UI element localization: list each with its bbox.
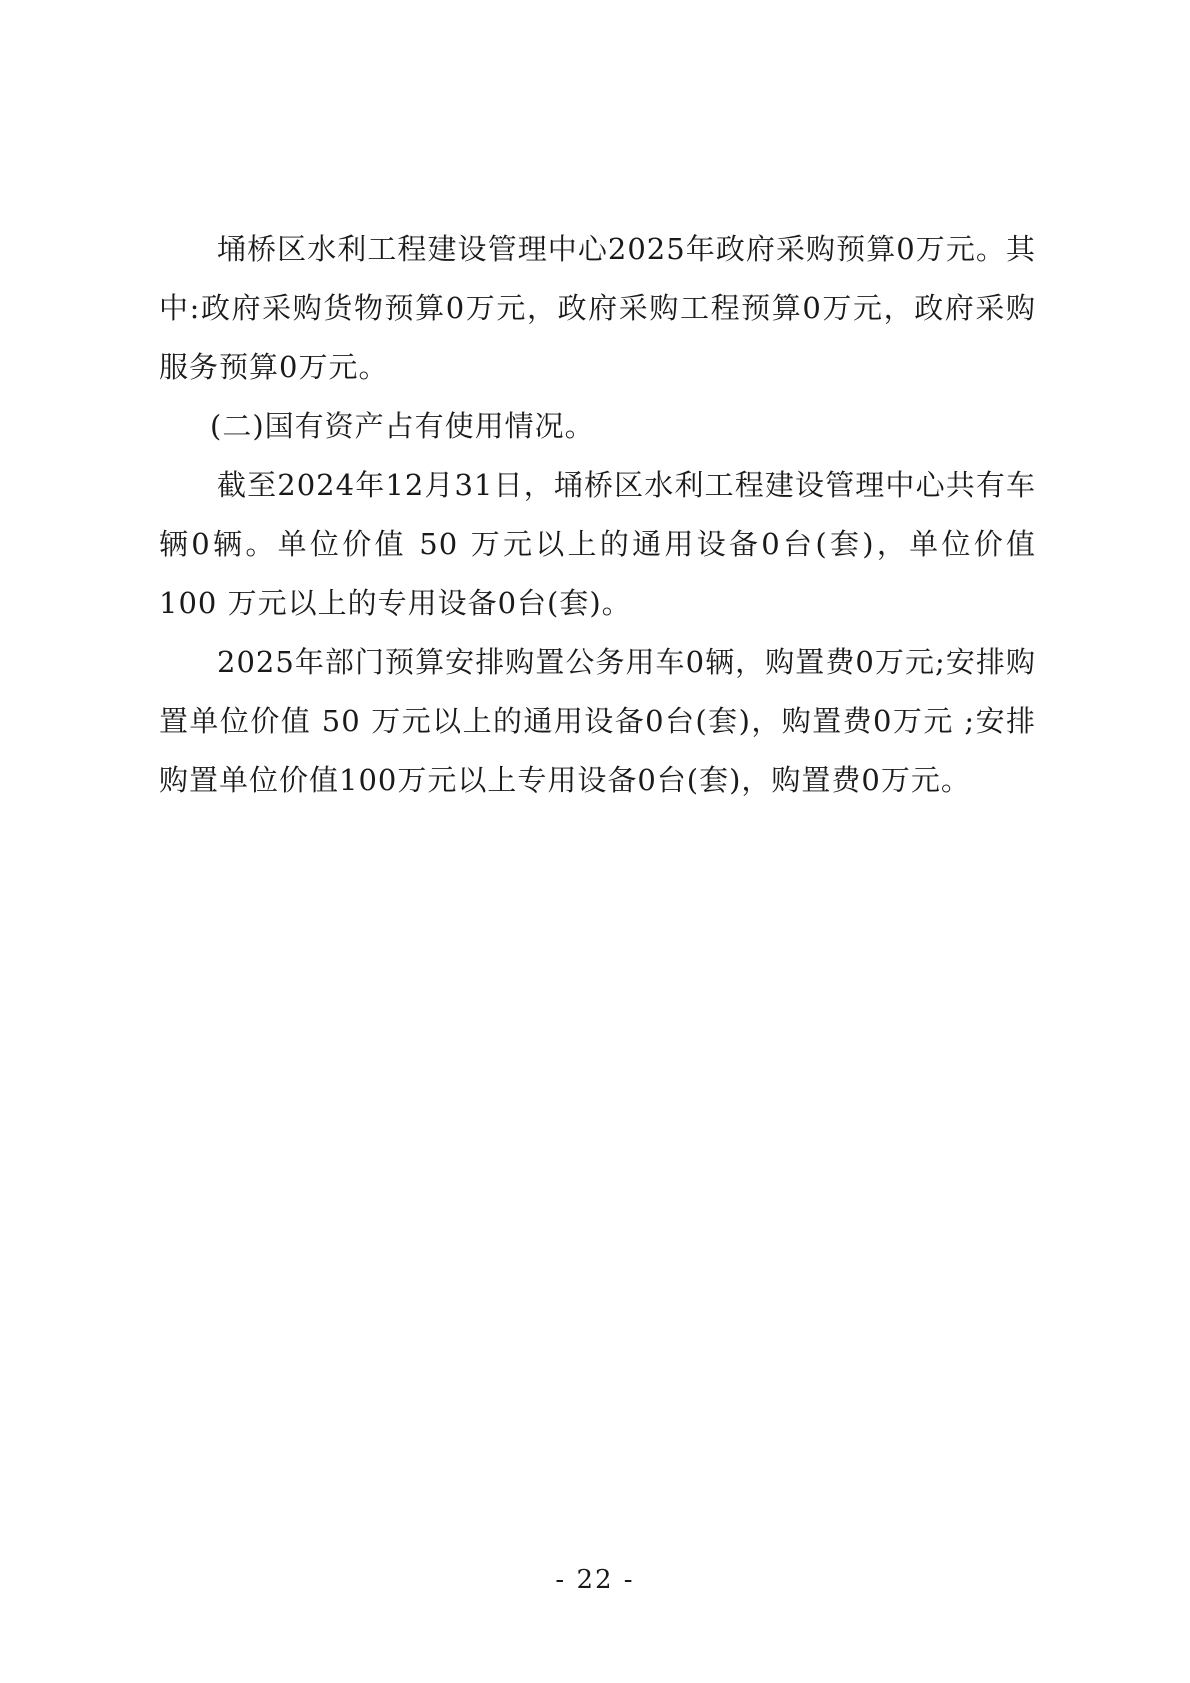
paragraph-purchase-plan: 2025年部门预算安排购置公务用车0辆，购置费0万元;安排购置单位价值 50 万元以上的通用设备0台(套)，购置费0万元 ;安排购置单位价值100万元以上专用设备0台(套)，购置费0万元。 xyxy=(159,645,1036,797)
document-body xyxy=(159,220,1036,810)
paragraph-asset-status: 截至2024年12月31日，埇桥区水利工程建设管理中心共有车辆0辆。单位价值 50 万元以上的通用设备0台(套)，单位价值 100 万元以上的专用设备0台(套)。 xyxy=(159,468,1036,620)
paragraph-procurement-budget: 埇桥区水利工程建设管理中心2025年政府采购预算0万元。其中:政府采购货物预算0万元，政府采购工程预算0万元，政府采购服务预算0万元。 xyxy=(159,232,1036,384)
page-number: - 22 - xyxy=(555,1565,635,1595)
section-heading-state-assets: (二)国有资产占有使用情况。 xyxy=(210,409,595,443)
